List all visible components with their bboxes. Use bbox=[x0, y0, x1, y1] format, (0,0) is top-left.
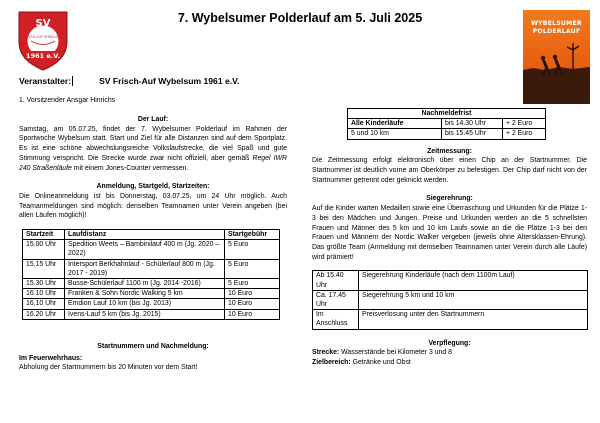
timing-text: Die Zeitmessung erfolgt elektronisch über einen Chip an der Startnummer. Die Startnummer ist deutlich vorne am Oberkörper zu befestigen. Der Chip darf nicht von der Startnummer getrennt oder geknickt werden. bbox=[312, 157, 587, 184]
awards-item: Siegerehrung Kinderläufe (nach dem 1100m Lauf) bbox=[359, 271, 588, 290]
logo-text-ring: FRISCH-AUF WYBELSUM bbox=[23, 35, 63, 39]
late-registration-race: Alle Kinderläufe bbox=[348, 119, 442, 129]
catering-route-text: Wasserstände bei Kilometer 3 und 8 bbox=[339, 349, 452, 357]
schedule-distance: Intersport Berkhahnlauf - Schülerlauf 800 m (Jg. 2017 - 2019) bbox=[65, 259, 225, 278]
organizer bbox=[19, 76, 240, 86]
schedule-time: 15.00 Uhr bbox=[23, 240, 65, 259]
schedule-distance: Emdion Lauf 10 km (bis Jg. 2013) bbox=[65, 299, 225, 309]
schedule-fee: 10 Euro bbox=[225, 309, 280, 319]
late-registration-deadline: bis 14.30 Uhr bbox=[442, 119, 503, 129]
chairman: 1. Vorsitzender Ansgar Hinrichs bbox=[19, 97, 116, 104]
poster-title-line2: POLDERLAUF bbox=[532, 27, 581, 35]
table-row bbox=[313, 271, 588, 290]
organizer-club: SV Frisch-Auf Wybelsum 1961 e.V. bbox=[99, 76, 240, 86]
schedule-fee: 10 Euro bbox=[225, 299, 280, 309]
awards-item: Siegerehrung 5 km und 10 km bbox=[359, 290, 588, 309]
table-row bbox=[23, 299, 280, 309]
catering-finish-label: Zielbereich: bbox=[312, 358, 351, 366]
awards-table bbox=[312, 270, 588, 329]
schedule-header-row bbox=[23, 230, 280, 240]
registration-text: Die Onlineanmeldung ist bis Donnerstag, 03.07.25, um 24 Uhr möglich. Auch Teamanmeldungen sind möglich: denselben Teamnamen unter Verein angeben (bei allen Läufen möglich)! bbox=[19, 192, 287, 220]
logo-text-sv: SV bbox=[35, 18, 51, 29]
race-heading: Der Lauf: bbox=[137, 116, 169, 123]
schedule-fee: 5 Euro bbox=[225, 279, 280, 289]
poster-title-line1: WYBELSUMER bbox=[531, 20, 582, 27]
schedule-fee: 5 Euro bbox=[225, 240, 280, 259]
race-text-part2: mit einem Jones-Counter vermessen. bbox=[71, 164, 189, 172]
schedule-time: 15.15 Uhr bbox=[23, 259, 65, 278]
page-title: 7. Wybelsumer Polderlauf am 5. Juli 2025 bbox=[177, 11, 423, 25]
awards-time: Ab 15.40 Uhr bbox=[313, 271, 359, 290]
schedule-time: 16.10 Uhr bbox=[23, 299, 65, 309]
awards-text: Auf die Kinder warten Medaillen sowie eine Überraschung und Urkunden für die Plätze 1-3 bei den Mädchen und Jungen. Preise und Urkunden werden an die 5 schnellsten Frauen und Männer des 5 km und 10 km Laufs sowie an die die Plätze 1-3 bei den Frauen und Männern der Nordic Walker vergeben (jeweils ohne Altersklassen-Ehrung). Das größte Team (Anmeldung mit demselben Teamnamen unter Verein durch alle Läufe) wird prämiert! bbox=[312, 205, 587, 261]
schedule-table bbox=[22, 229, 280, 320]
schedule-distance: Ivens-Lauf 5 km (bis Jg. 2015) bbox=[65, 309, 225, 319]
right-column bbox=[312, 108, 587, 368]
schedule-distance: Spedition Weets – Bambinilauf 400 m (Jg. 2020 – 2022) bbox=[65, 240, 225, 259]
awards-time: Im Anschluss bbox=[313, 310, 359, 329]
late-registration-header-row bbox=[348, 109, 546, 119]
race-text bbox=[19, 125, 287, 174]
awards-heading: Siegerehrung: bbox=[426, 195, 473, 203]
organizer-label: Veranstalter: bbox=[19, 76, 72, 86]
table-row bbox=[23, 289, 280, 299]
catering-finish-text: Getränke und Obst bbox=[350, 358, 411, 366]
numbers-place: Im Feuerwehrhaus: bbox=[19, 354, 83, 362]
left-column bbox=[19, 115, 287, 373]
late-registration-fee: + 2 Euro bbox=[503, 119, 546, 129]
schedule-header-fee: Startgebühr bbox=[225, 230, 280, 240]
late-registration-heading: Nachmeldefrist bbox=[348, 109, 546, 119]
table-row bbox=[313, 290, 588, 309]
schedule-fee: 5 Euro bbox=[225, 259, 280, 278]
late-registration-deadline: bis 15.45 Uhr bbox=[442, 129, 503, 139]
numbers-heading: Startnummern und Nachmeldung: bbox=[97, 342, 209, 350]
late-registration-race: 5 und 10 km bbox=[348, 129, 442, 139]
table-row bbox=[23, 279, 280, 289]
table-row bbox=[23, 259, 280, 278]
table-row bbox=[348, 129, 546, 139]
timing-heading: Zeitmessung: bbox=[427, 147, 472, 155]
event-poster bbox=[523, 10, 590, 104]
table-row bbox=[23, 309, 280, 319]
catering-finish bbox=[312, 358, 587, 368]
awards-item: Preisverlosung unter den Startnummern bbox=[359, 310, 588, 329]
table-row bbox=[23, 240, 280, 259]
schedule-time: 16.10 Uhr bbox=[23, 289, 65, 299]
schedule-distance: Franken & Sohn Nordic Walking 5 km bbox=[65, 289, 225, 299]
schedule-distance: Busse-Schülerlauf 1100 m (Jg. 2014 -2016) bbox=[65, 279, 225, 289]
race-text-rule: Regel IWR 240 Straßenläufe bbox=[19, 154, 287, 172]
catering-route-label: Strecke: bbox=[312, 349, 340, 357]
numbers-text: Abholung der Startnummern bis 20 Minuten vor dem Start! bbox=[19, 364, 198, 372]
schedule-time: 15.30 Uhr bbox=[23, 279, 65, 289]
catering-route bbox=[312, 348, 587, 358]
late-registration-table bbox=[347, 108, 546, 140]
table-row bbox=[348, 119, 546, 129]
logo-text-year: 1961 e.V. bbox=[26, 52, 60, 60]
registration-heading: Anmeldung, Startgeld, Startzeiten: bbox=[96, 183, 210, 191]
schedule-header-distance: Laufdistanz bbox=[65, 230, 225, 240]
awards-time: Ca. 17.45 Uhr bbox=[313, 290, 359, 309]
race-text-part1: Samstag, am 05.07.25, findet der 7. Wybelsumer Polderlauf im Rahmen der Sportwoche Wybelsum statt. Start und Ziel für alle Distanzen sind auf dem Sportplatz. Es ist eine schöne abwechslungsreiche Volkslaufstrecke, die viel Spaß und gute Stimmung verspricht. Die Strecke wurde zwar nicht offiziell, aber gemäß bbox=[19, 125, 287, 162]
table-row bbox=[313, 310, 588, 329]
schedule-header-time: Startzeit bbox=[23, 230, 65, 240]
catering-heading: Verpflegung: bbox=[428, 339, 471, 347]
late-registration-fee: + 2 Euro bbox=[503, 129, 546, 139]
schedule-fee: 10 Euro bbox=[225, 289, 280, 299]
schedule-time: 16.20 Uhr bbox=[23, 309, 65, 319]
